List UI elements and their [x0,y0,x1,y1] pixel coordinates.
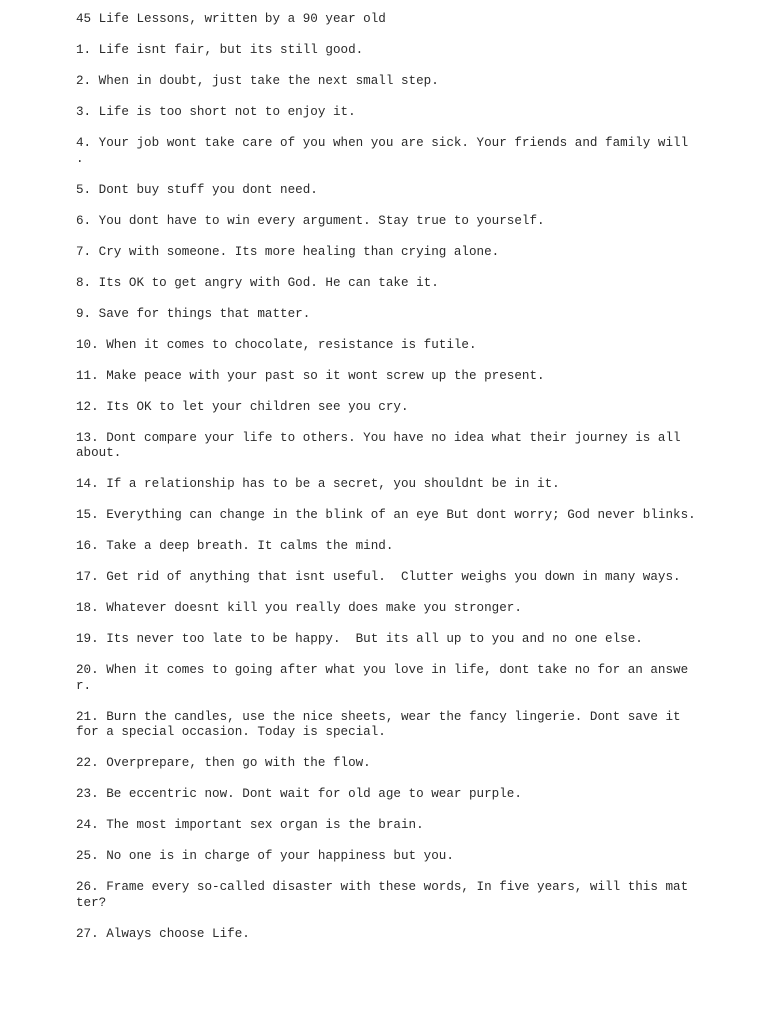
list-item: 8. Its OK to get angry with God. He can take it. [76,275,439,290]
list-item: 12. Its OK to let your children see you cry. [76,399,409,414]
document-title: 45 Life Lessons, written by a 90 year old [76,12,386,26]
list-item: 11. Make peace with your past so it wont screw up the present. [76,368,545,383]
list-item: 16. Take a deep breath. It calms the mind. [76,539,394,553]
lessons-list [76,43,716,942]
document-page [76,12,716,942]
list-item: 6. You dont have to win every argument. Stay true to yourself. [76,213,545,228]
list-item: 26. Frame every so-called disaster with these words, In five years, will this mat ter? [76,880,689,910]
list-item: 21. Burn the candles, use the nice sheets, wear the fancy lingerie. Dont save it for a special occasion. Today is special. [76,709,681,739]
list-item: 18. Whatever doesnt kill you really does make you stronger. [76,601,522,615]
list-item: 23. Be eccentric now. Dont wait for old age to wear purple. [76,787,522,801]
list-item: 15. Everything can change in the blink of an eye But dont worry; God never blinks. [76,508,696,522]
list-item: 4. Your job wont take care of you when you are sick. Your friends and family will . [76,136,689,166]
list-item: 20. When it comes to going after what you love in life, dont take no for an answe r. [76,663,689,693]
list-item: 22. Overprepare, then go with the flow. [76,756,371,770]
list-item: 10. When it comes to chocolate, resistance is futile. [76,337,477,352]
list-item: 19. Its never too late to be happy. But its all up to you and no one else. [76,632,643,646]
list-item: 3. Life is too short not to enjoy it. [76,105,356,119]
list-item: 27. Always choose Life. [76,926,250,941]
list-item: 7. Cry with someone. Its more healing than crying alone. [76,244,500,259]
list-item: 24. The most important sex organ is the brain. [76,818,424,832]
list-item: 25. No one is in charge of your happiness but you. [76,849,454,863]
list-item: 1. Life isnt fair, but its still good. [76,43,364,57]
list-item: 17. Get rid of anything that isnt useful. Clutter weighs you down in many ways. [76,570,681,584]
list-item: 14. If a relationship has to be a secret, you shouldnt be in it. [76,477,560,491]
list-item: 9. Save for things that matter. [76,306,311,321]
list-item: 13. Dont compare your life to others. You have no idea what their journey is all about. [76,430,681,460]
list-item: 5. Dont buy stuff you dont need. [76,182,318,197]
list-item: 2. When in doubt, just take the next small step. [76,74,439,88]
